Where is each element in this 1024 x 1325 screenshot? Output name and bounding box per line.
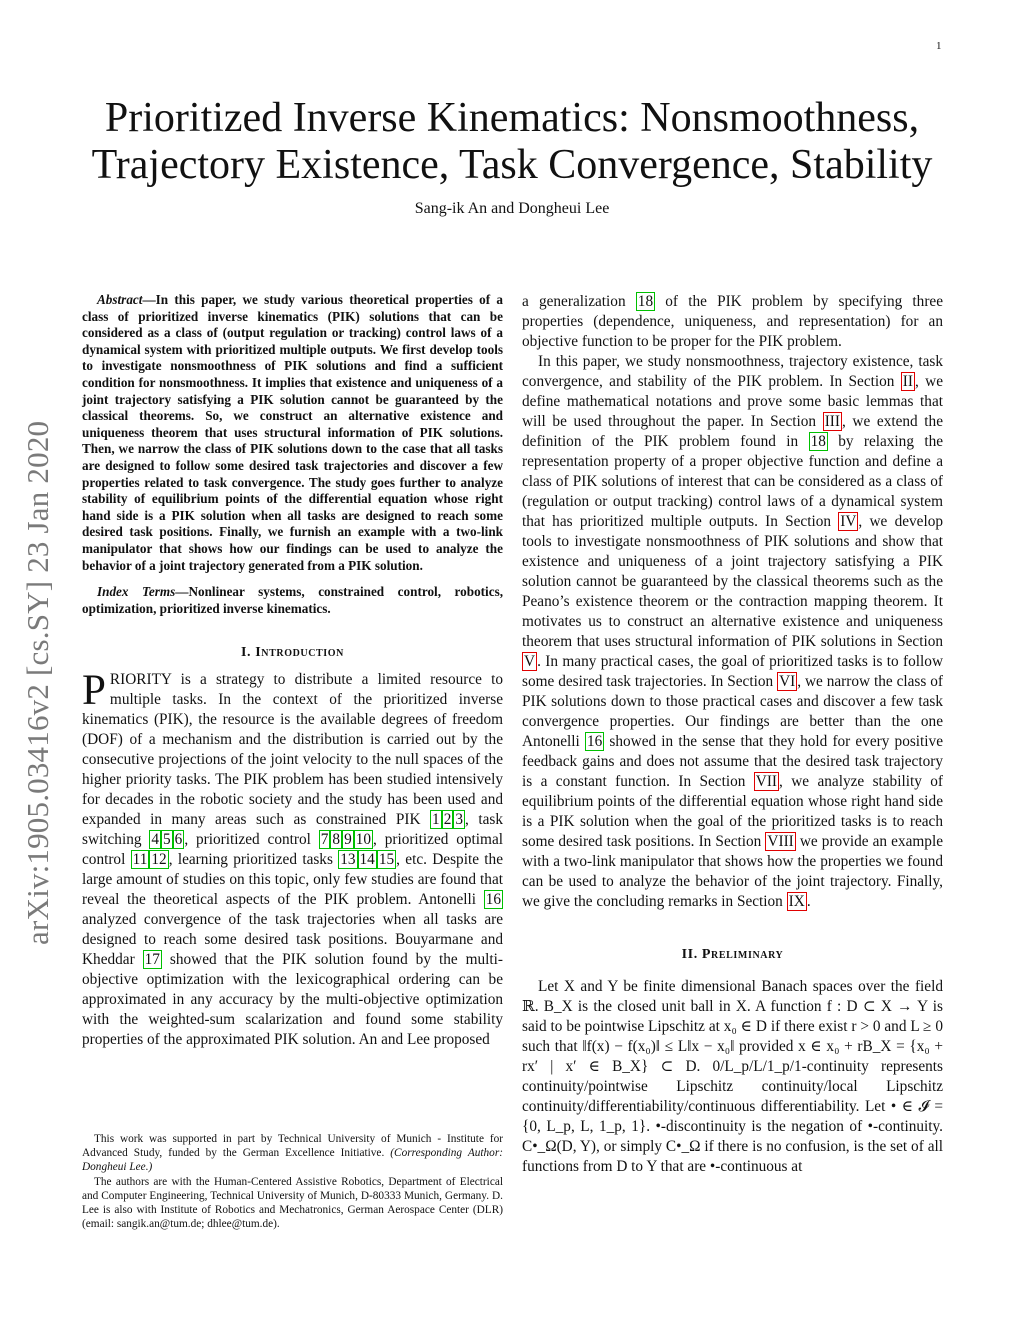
citation-link[interactable]: 14 [359, 851, 375, 869]
citation-link[interactable]: 17 [144, 951, 160, 969]
preliminary-paragraph: Let X and Y be finite dimensional Banach spaces over the field ℝ. B_X is the closed unit ball in X. A function f : D ⊂ X → Y is said to be pointwise Lipschitz at x₀ ∈ D if there exist r > 0 and L ≥ 0 such that ‖f(x) − f(x₀)‖ ≤ L‖x − x₀‖ provided x ∈ x₀ + rB_X = {x₀ + rx′ | x′ ∈ B_X} ⊂ D. 0/L_p/L/1_p/1-continuity represents continuity/pointwise Lipschitz continuity/local Lipschitz continuity/differentiability/continuous differentiability. Let • ∈ 𝓘 = {0, L_p, L, 1_p, 1}. •-discontinuity is the negation of •-continuity. C•_Ω(D, Y), or simply C•_Ω if there is no confusion, is the set of all functions from D to Y that are •-continuous at [522, 978, 943, 1175]
citation-link[interactable]: 18 [637, 293, 654, 310]
corresponding-author: (Corresponding Author: Dongheui Lee.) [82, 1147, 503, 1174]
affiliation-note: The authors are with the Human-Centered Assistive Robotics, Department of Electrical and Computer Engineering, Technical University of Munich, D-80333 Munich, Germany. D. Lee is also with Institute of Robotics and Mechatronics, German Aerospace Center (DLR) (email: sangik.an@tum.de; dhlee@tum.de). [82, 1175, 503, 1231]
citation-link[interactable]: 3 [455, 811, 463, 829]
abstract [82, 292, 503, 574]
page-number: 1 [936, 40, 942, 52]
index-terms-text: —Nonlinear systems, constrained control, robotics, optimization, prioritized inverse kinematics. [82, 584, 503, 616]
citation-link[interactable]: 16 [485, 891, 501, 909]
section-link[interactable]: IX [788, 893, 805, 910]
abstract-label: Abstract [97, 292, 143, 307]
section-heading-preliminary: II. Preliminary [681, 947, 784, 962]
section-heading-introduction: I. Introduction [240, 645, 344, 661]
index-terms [82, 584, 503, 617]
citation-link[interactable]: 2 [443, 811, 452, 829]
citation-link[interactable]: 5 [163, 831, 171, 849]
footnote [82, 1132, 503, 1231]
section-link[interactable]: VII [755, 773, 778, 790]
right-column [522, 292, 943, 1177]
section-link[interactable]: II [902, 373, 913, 390]
citation-link[interactable]: 16 [586, 733, 603, 750]
citation-link[interactable]: 7 [320, 831, 329, 849]
citation-link[interactable]: 12 [151, 851, 167, 869]
citation-link[interactable]: 18 [810, 433, 826, 450]
title-line-1: Prioritized Inverse Kinematics: Nonsmoothness, [104, 95, 920, 141]
section-link[interactable]: III [824, 413, 840, 430]
arxiv-identifier: arXiv:1905.03416v2 [cs.SY] 23 Jan 2020 [20, 420, 55, 945]
citation-link[interactable]: 1 [432, 811, 440, 829]
intro-paragraph: PRIORITY is a strategy to distribute a limited resource to multiple tasks. In the context of the prioritized inverse kinematics (PIK), the resource is the available degrees of freedom (DOF) of a mechanism and the distribution is carried out by the consecutive projections of the joint velocity to the null spaces of the higher priority tasks. The PIK problem has been studied intensively for decades in the robotic society and the study has been used and expanded in many areas such as constrained PIK 1 2 3 , task switching 4 5 6 , prioritized control 7 8 9 10 , prioritized optimal control 11 12 , learning prioritized tasks 13 14 15 , etc. Despite the large amount of studies on this topic, only few studies are found that reveal the theoretical aspects of the PIK problem. Antonelli 16 analyzed convergence of the task trajectories when all tasks are designed to reach some desired task positions. Bouyarmane and Kheddar 17 showed that the PIK solution found by the multi-objective optimization with the lexicographical ordering can be approximated in any accuracy by the multi-objective optimization with the weighted-sum scalarization and found some stability properties of the approximated PIK solution. An and Lee proposed [82, 667, 503, 1049]
left-column [82, 292, 503, 1050]
citation-link[interactable]: 4 [151, 831, 159, 849]
section-link[interactable]: V [524, 653, 536, 670]
section-link[interactable]: VI [779, 673, 796, 690]
title-line-2: Trajectory Existence, Task Convergence, Stability [91, 142, 933, 188]
drop-cap: P [82, 667, 106, 715]
authors: Sang-ik An and Dongheui Lee [414, 200, 610, 217]
citation-link[interactable]: 13 [340, 851, 356, 869]
citation-link[interactable]: 11 [132, 851, 148, 869]
citation-link[interactable]: 15 [378, 851, 395, 869]
funding-note: This work was supported in part by Technical University of Munich - Institute for Advanced Study, funded by the German Excellence Initiative. (Corresponding Author: Dongheui Lee.) [82, 1133, 503, 1174]
citation-link[interactable]: 9 [344, 831, 352, 849]
section-link[interactable]: VIII [767, 833, 794, 850]
index-terms-label: Index Terms [97, 584, 176, 600]
citation-link[interactable]: 10 [355, 831, 372, 849]
abstract-text: —In this paper, we study various theoretical properties of a class of prioritized inverse kinematics (PIK) solutions that can be considered as a class of (output regulation or tracking) control laws of a dynamical system with prioritized multiple outputs. We first develop tools to investigate nonsmoothness of PIK solutions and find a sufficient condition for nonsmoothness. It implies that existence and uniqueness of a joint trajectory satisfying a PIK solution cannot be guaranteed by the classical theorems. So, we construct an alternative existence and uniqueness theorem that uses structural information of PIK solutions. Then, we narrow the class of PIK solutions down to the case that all tasks are designed to follow some desired task trajectories and discover a few properties related to task convergence. The study goes further to analyze stability of equilibrium points of the differential equation whose right hand side is a PIK solution when all tasks are designed to reach some desired task positions. Finally, we furnish an example with a two-link manipulator that shows how our findings can be used to analyze the behavior of a joint trajectory generated from a PIK solution. [82, 292, 503, 573]
section-link[interactable]: IV [840, 513, 857, 530]
paper-outline-paragraph: In this paper, we study nonsmoothness, trajectory existence, task convergence, and stability of the PIK problem. In Section II , we define mathematical notations and prove some basic lemmas that will be used throughout the paper. In Section III , we extend the definition of the PIK problem found in 18 by relaxing the representation property of a proper objective function and define a class of PIK solutions of interest that can be considered as a class of (regulation or output tracking) control laws of a dynamical system that has prioritized multiple outputs. In Section IV , we develop tools to investigate nonsmoothness of PIK solutions and show that existence and uniqueness of a joint trajectory satisfying a PIK solution cannot be guaranteed by the classical theorems such as the Peano’s existence theorem or the contraction mapping theorem. It motivates us to construct an alternative existence and uniqueness theorem that uses structural information of PIK solutions in Section V . In many practical cases, the goal of prioritized tasks is to follow some desired task trajectories. In Section VI , we narrow the class of PIK solutions down to those practical cases and discover a few task convergence properties. Our findings are better than the one Antonelli 16 showed in the sense that they hold for every positive feedback gains and does not assume that the desired task trajectory is a constant function. In Section VII , we analyze stability of equilibrium points of the differential equation whose right hand side is a PIK solution when the goal of the prioritized tasks is to reach some desired task positions. In Section VIII we provide an example with a two-link manipulator that shows how the properties we found can be used to analyze the behavior of the joint trajectory. Finally, we give the concluding remarks in Section IX . [522, 353, 944, 910]
citation-link[interactable]: 8 [332, 831, 341, 849]
paper-title [60, 95, 964, 189]
citation-link[interactable]: 6 [174, 831, 183, 849]
intro-continuation: a generalization 18 of the PIK problem by specifying three properties (dependence, uniqueness, and representation) for an objective function to be proper for the PIK problem. [522, 293, 943, 350]
